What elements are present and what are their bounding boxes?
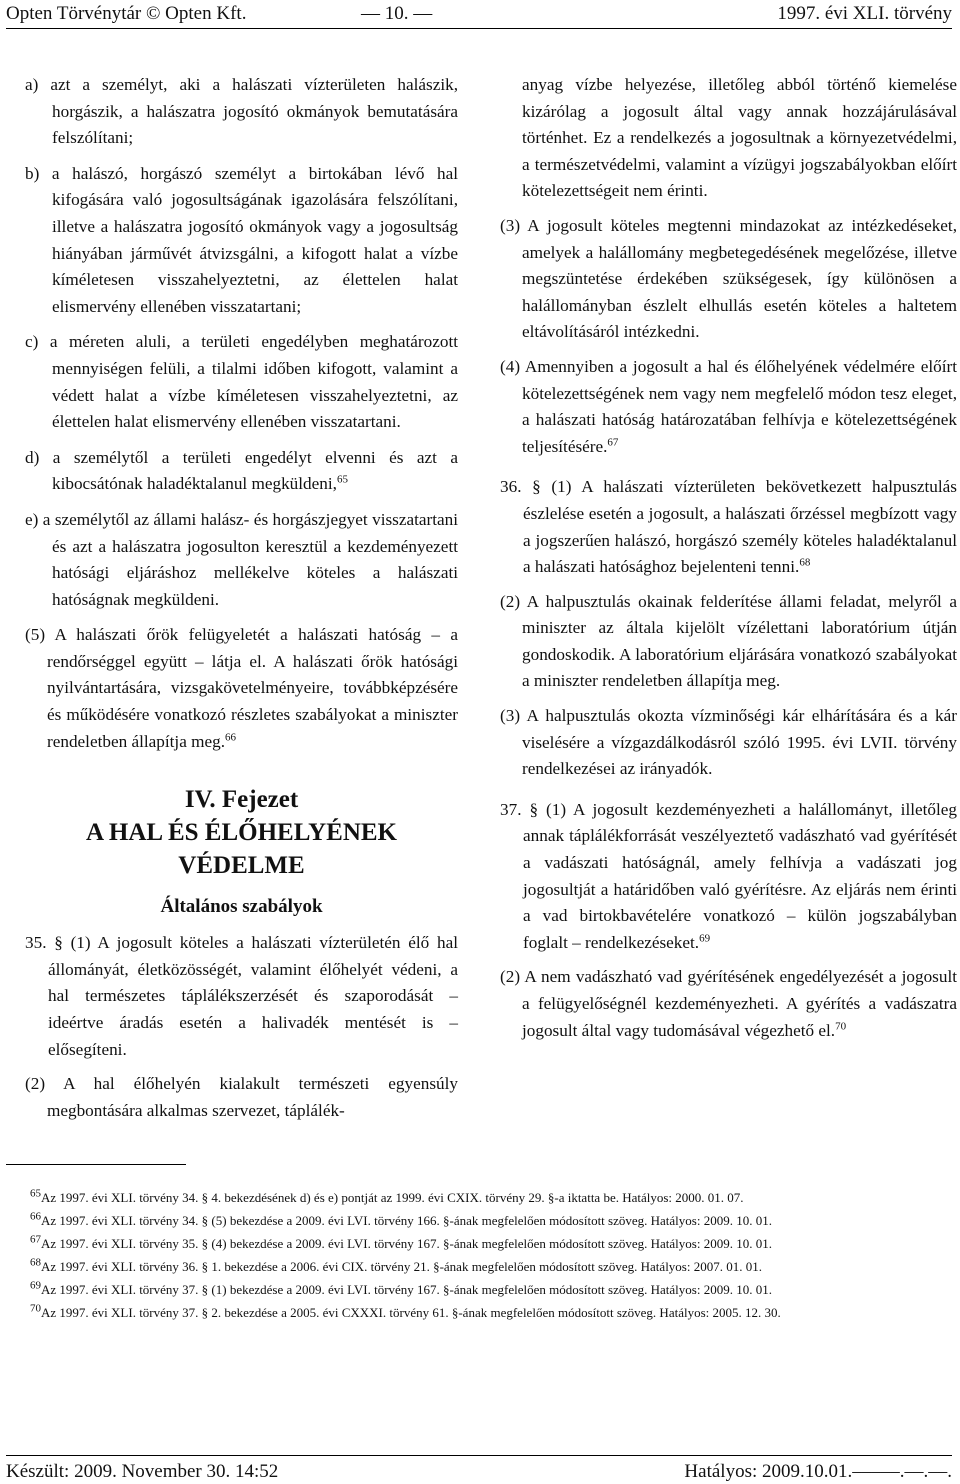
section-36-para-2: (2) A halpusztulás okainak felderítése állami feladat, melyről a miniszter az általa kijelölt vízélettani laboratórium útján gondoskodik. A laboratórium eljárására vonatkozó szabályokat a miniszter rendeletben állapítja meg. <box>500 591 957 691</box>
chapter-title-line-2: VÉDELME <box>178 852 305 880</box>
list-item-e: e) a személytől az állami halász- és horgászjegyet visszatartani és azt a halászatra jogosulton keresztül a kezdeményezett hatósági eljáráshoz mellékelve köteles a halászati hatóságnak megküldeni. <box>25 509 458 609</box>
footnote-text: Az 1997. évi XLI. törvény 37. § (1) bekezdése a 2009. évi LVI. törvény 167. §-ának megfelelően módosított szöveg. Hatályos: 2009. 10. 01. <box>41 1282 772 1297</box>
footnote-ref-67[interactable]: 67 <box>607 435 619 448</box>
list-item-d <box>25 445 458 498</box>
left-column <box>25 72 458 1132</box>
list-item-d-text: d) a személytől a területi engedélyt elvenni és azt a kibocsátónak haladéktalanul megküldeni, <box>25 447 458 494</box>
section-35-para-4-text: (4) Amennyiben a jogosult a hal és élőhelyének védelmére előírt kötelezettségének nem vagy nem megfelelő módon tesz eleget, a halászati hatóság határozatában felhívja e kötelezettségének teljesítésére. <box>500 356 957 456</box>
footnote-68 <box>6 1257 956 1276</box>
page-header <box>6 2 952 28</box>
footnotes <box>6 1188 956 1326</box>
footnote-rule <box>6 1164 186 1165</box>
header-publisher: Opten Törvénytár © Opten Kft. <box>6 3 247 24</box>
footnote-66 <box>6 1211 956 1230</box>
chapter-title-line-1: A HAL ÉS ÉLŐHELYÉNEK <box>86 819 397 847</box>
paragraph-5 <box>25 622 458 755</box>
footnote-text: Az 1997. évi XLI. törvény 35. § (4) bekezdése a 2009. évi LVI. törvény 167. §-ának megfelelően módosított szöveg. Hatályos: 2009. 10. 01. <box>41 1236 772 1251</box>
footnote-69 <box>6 1280 956 1299</box>
header-law-title: 1997. évi XLI. törvény <box>777 3 952 24</box>
footer-created: Készült: 2009. November 30. 14:52 <box>6 1461 279 1482</box>
section-37-para-2 <box>500 964 957 1044</box>
footnote-number: 69 <box>30 1279 41 1292</box>
footnote-ref-65[interactable]: 65 <box>336 473 348 486</box>
section-37-para-1 <box>500 797 957 957</box>
footnote-text: Az 1997. évi XLI. törvény 34. § 4. bekezdésének d) és e) pontját az 1999. évi CXIX. törvény 29. §-a iktatta be. Hatályos: 2000. 01. 07. <box>41 1190 744 1205</box>
section-37-para-1-text: 37. § (1) A jogosult kezdeményezheti a halállományt, illetőleg annak táplálékforrását veszélyeztető vadászható vad gyérítését a vadászati hatóságnál, amely felhívja a vadászati jog jogosultját a határidőben való gyérítésre. Az eljárás nem érinti a vad birtokbavételére vonatkozó – külön jogszabályban foglalt – rendelkezéseket. <box>500 799 957 952</box>
subheading: Általános szabályok <box>160 896 323 918</box>
section-37-para-2-text: (2) A nem vadászható vad gyérítésének engedélyezését a jogosult a felügyelőségnél kezdeményezheti. A gyérítés a vadászatra jogosult által vagy tudomásával végezhető el. <box>500 967 957 1040</box>
footnote-ref-70[interactable]: 70 <box>835 1019 847 1032</box>
chapter-number: IV. Fejezet <box>184 786 299 814</box>
footer-rule <box>6 1455 952 1456</box>
section-36-para-1 <box>500 474 957 580</box>
footnote-ref-69[interactable]: 69 <box>699 932 711 945</box>
footnote-number: 65 <box>30 1187 41 1200</box>
authority-list <box>25 72 458 613</box>
footer-effective: Hatályos: 2009.10.01.–––––.––.––. <box>684 1461 952 1482</box>
header-page-number: — 10. — <box>361 3 433 24</box>
footnote-text: Az 1997. évi XLI. törvény 34. § (5) bekezdése a 2009. évi LVI. törvény 166. §-ának megfelelően módosított szöveg. Hatályos: 2009. 10. 01. <box>41 1213 772 1228</box>
list-item-a: a) azt a személyt, aki a halászati vízterületen halászik, horgászik, a halászatra jogosító okmányok bemutatására felszólítani; <box>25 75 458 148</box>
section-35-para-1: 35. § (1) A jogosult köteles a halászati vízterületén élő hal állományát, életközösségét, valamint élőhelyét védeni, a hal természetes táplálékszerzését és szaporodását – ideértve áradás esetén a halivadék mentését is – elősegíteni. <box>25 933 458 1059</box>
footnote-ref-68[interactable]: 68 <box>799 556 811 569</box>
list-item-c: c) a méreten aluli, a területi engedélyben meghatározott mennyiségen felüli, a tilalmi időben kifogott, valamint a védett halat a vízbe kíméletesen visszahelyeztetni, az élettelen halat elismervény ellenében visszatartani. <box>25 332 458 432</box>
footnote-number: 70 <box>30 1302 41 1315</box>
footnote-67 <box>6 1234 956 1253</box>
right-column <box>500 72 957 1052</box>
section-35-para-4 <box>500 354 957 460</box>
footnote-number: 67 <box>30 1233 41 1246</box>
section-35-para-2-continued: anyag vízbe helyezése, illetőleg abból történő kiemelése kizárólag a jogosult által vagy annak hozzájárulásával történhet. Ez a rendelkezés a jogosultnak a környezetvédelmi, a természetvédelmi, valamint a vízügyi jogszabályokban előírt kötelezettségeit nem érinti. <box>522 75 957 201</box>
footnote-number: 66 <box>30 1210 41 1223</box>
footnote-text: Az 1997. évi XLI. törvény 37. § 2. bekezdése a 2005. évi CXXXI. törvény 61. §-ának megfelelően módosított szöveg. Hatályos: 2005. 12. 30. <box>41 1305 781 1320</box>
footnote-70 <box>6 1303 956 1322</box>
section-36-para-1-text: 36. § (1) A halászati vízterületen bekövetkezett halpusztulás észlelése esetén a jogosult, a halászati őrzéssel megbízott vagy a jogszerűen halászó, horgászó személy köteles haladéktalanul a halászati hatósághoz bejelenteni tenni. <box>500 477 957 577</box>
header-rule <box>6 28 952 29</box>
footnote-number: 68 <box>30 1256 41 1269</box>
section-36-para-3: (3) A halpusztulás okozta vízminőségi kár elhárítására és a kár viselésére a vízgazdálkodásról szóló 1995. évi LVII. törvény rendelkezései az irányadók. <box>500 706 957 779</box>
footnote-ref-66[interactable]: 66 <box>225 730 237 743</box>
section-35-para-2: (2) A hal élőhelyén kialakult természeti egyensúly megbontására alkalmas szervezet, táplálék- <box>25 1074 458 1120</box>
section-35-para-3: (3) A jogosult köteles megtenni mindazokat az intézkedéseket, amelyek a halállomány megbetegedésének megelőzése, illetve megszüntetése érdekében szükségesek, így különösen a halállományban észlelt elhullás esetén köteles a haltetem eltávolításáról intézkedni. <box>500 215 957 342</box>
footnote-text: Az 1997. évi XLI. törvény 36. § 1. bekezdése a 2006. évi CIX. törvény 21. §-ának megfelelően módosított szöveg. Hatályos: 2007. 01. 01. <box>41 1259 762 1274</box>
list-item-b: b) a halászó, horgászó személyt a birtokában lévő hal kifogására való jogosultságának igazolására felszólítani, illetve a halászatra jogosító okmányok vagy a jogosultság hiányában járművét átvizsgálni, a kifogott halat a vízbe kíméletesen visszahelyeztetni, az élettelen halat elismervény ellenében visszatartani; <box>25 163 458 316</box>
footnote-65 <box>6 1188 956 1207</box>
paragraph-5-text: (5) A halászati őrök felügyeletét a halászati hatóság – a rendőrséggel együtt – látja el. A halászati őrök hatósági nyilvántartására, vizsgakövetelményeire, továbbképzésére és működésére vonatkozó részletes szabályokat a miniszter rendeletben állapítja meg. <box>25 625 458 751</box>
